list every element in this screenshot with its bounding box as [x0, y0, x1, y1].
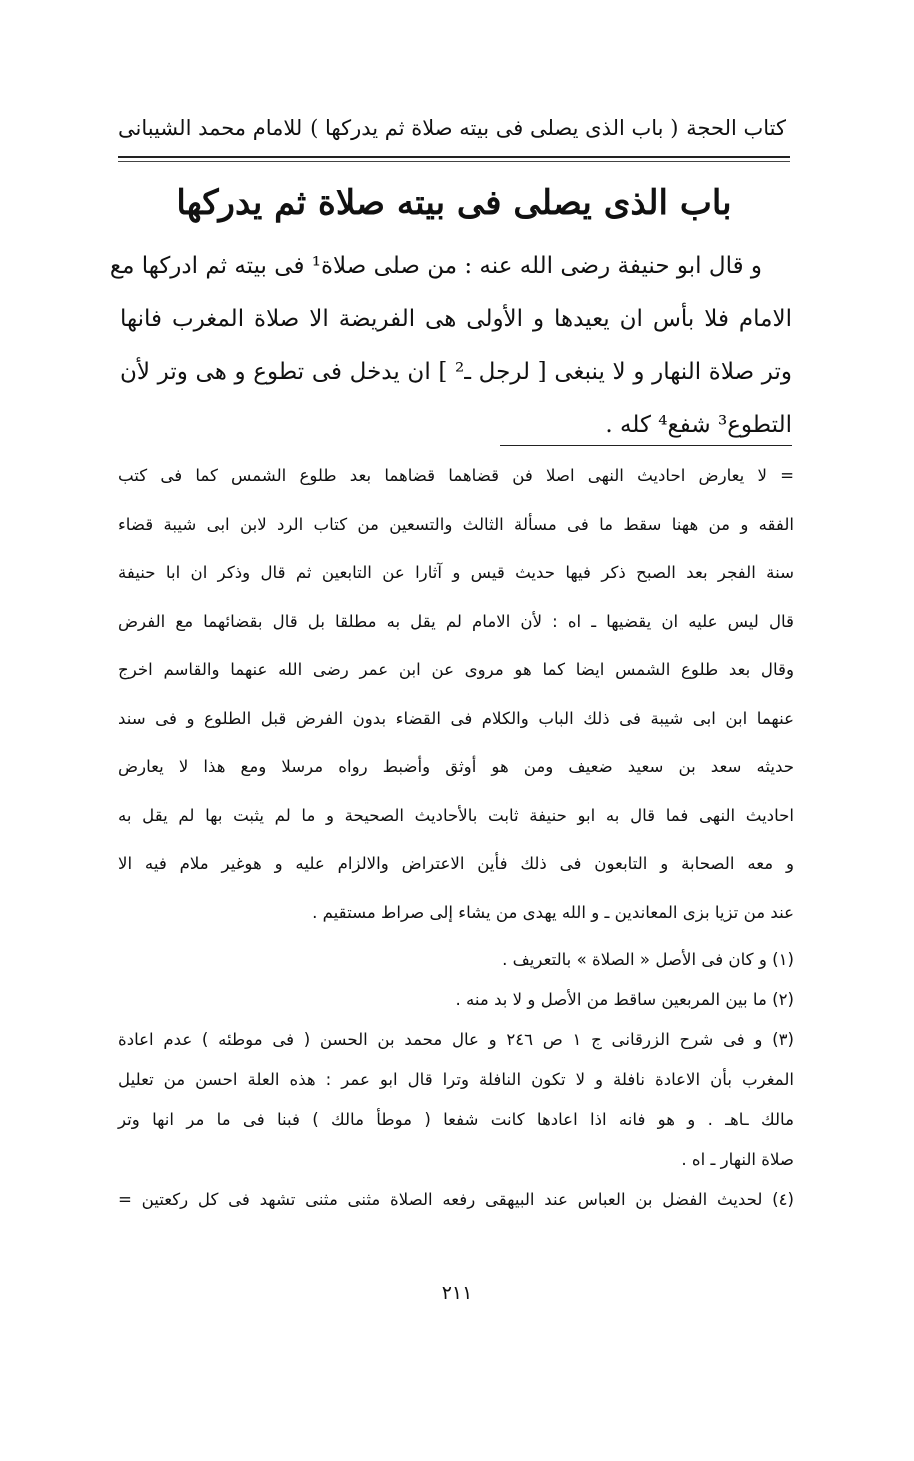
- footnote-4: (٤) لحديث الفضل بن العباس عند البيهقى رفعه الصلاة مثنى مثنى تشهد فى كل ركعتين =: [118, 1190, 794, 1209]
- continued-footnote: [118, 452, 794, 937]
- header-rule-thin: [118, 161, 790, 162]
- note-line: عند من تزيا بزى المعاندين ـ و الله يهدى من يشاء إلى صراط مستقيم .: [312, 902, 794, 922]
- footnote-3: (٣) و فى شرح الزرقانى ج ١ ص ٢٤٦ و عال محمد بن الحسن ( فى موطئه ) عدم اعادة: [118, 1030, 794, 1049]
- header-chapter-title: ( باب الذى يصلى فى بيته صلاة ثم يدركها ): [310, 116, 679, 140]
- note-line: و معه الصحابة و التابعون فى ذلك فأين الاعتراض والالزام عليه و هوغير ملام فيه الا: [118, 854, 794, 873]
- chapter-title: باب الذى يصلى فى بيته صلاة ثم يدركها: [176, 183, 732, 223]
- header-author: للامام محمد الشيبانى: [118, 116, 303, 140]
- note-line: احاديث النهى فما قال به ابو حنيفة ثابت بالأحاديث الصحيحة و ما لم يثبت بها لم يقل به: [118, 805, 794, 825]
- note-line: الفقه و من ههنا سقط ما فى مسألة الثالث والتسعين من كتاب الرد لابن ابى شيبة قضاء: [118, 514, 794, 534]
- main-text-line: و قال ابو حنيفة رضى الله عنه : من صلى صلاة¹ فى بيته ثم ادركها مع: [109, 253, 762, 279]
- main-text-line: الامام فلا بأس ان يعيدها و الأولى هى الفريضة الا صلاة المغرب فانها: [120, 306, 792, 332]
- main-text-line: التطوع³ شفع⁴ كله .: [605, 412, 792, 438]
- footnote-3-line: المغرب بأن الاعادة نافلة و لا تكون النافلة وترا قال ابو عمر : هذه العلة احسن من تعليل: [118, 1070, 794, 1089]
- main-text-line: وتر صلاة النهار و لا ينبغى [ لرجل ـ² ] ان يدخل فى تطوع و هى وتر لأن: [120, 359, 792, 385]
- footnote-3-line: صلاة النهار ـ اه .: [681, 1150, 794, 1169]
- note-line: سنة الفجر بعد الصبح ذكر فيها حديث قيس و آثارا عن التابعين ثم قال وذكر ان ابا حنيفة: [118, 563, 794, 582]
- note-line: = لا يعارض احاديث النهى اصلا فن قضاهما قضاهما بعد طلوع الشمس كما فى كتب: [118, 466, 794, 485]
- note-line: عنهما ابن ابى شيبة فى ذلك الباب والكلام فى القضاء بدون الفرض قبل الطلوع و فى سند: [118, 708, 794, 728]
- footnote-3-line: مالك ـاهـ . و هو فانه اذا اعادها كانت شفعا ( موطأ مالك ) فبنا فى ما مر انها وتر: [118, 1110, 794, 1129]
- note-line: وقال بعد طلوع الشمس ايضا كما هو مروى عن ابن عمر رضى الله عنهما والقاسم اخرج: [118, 660, 794, 679]
- footnote-separator: [500, 445, 792, 446]
- main-text: [109, 240, 792, 452]
- page-number: ٢١١: [441, 1282, 473, 1304]
- footnote-1: (١) و كان فى الأصل « الصلاة » بالتعريف .: [502, 950, 794, 969]
- header-rule: [118, 156, 790, 158]
- footnote-2: (٢) ما بين المربعين ساقط من الأصل و لا بد منه .: [455, 990, 794, 1009]
- running-header: [118, 112, 786, 144]
- header-book-title: كتاب الحجة: [686, 116, 786, 140]
- note-line: قال ليس عليه ان يقضيها ـ اه : لأن الامام لم يقل به مطلقا بل قال بقضائهما مع الفرض: [118, 611, 794, 631]
- footnotes: [118, 940, 794, 1220]
- note-line: حديثه سعد بن سعيد ضعيف ومن هو أوثق وأضبط رواه مرسلا ومع هذا لا يعارض: [118, 757, 794, 776]
